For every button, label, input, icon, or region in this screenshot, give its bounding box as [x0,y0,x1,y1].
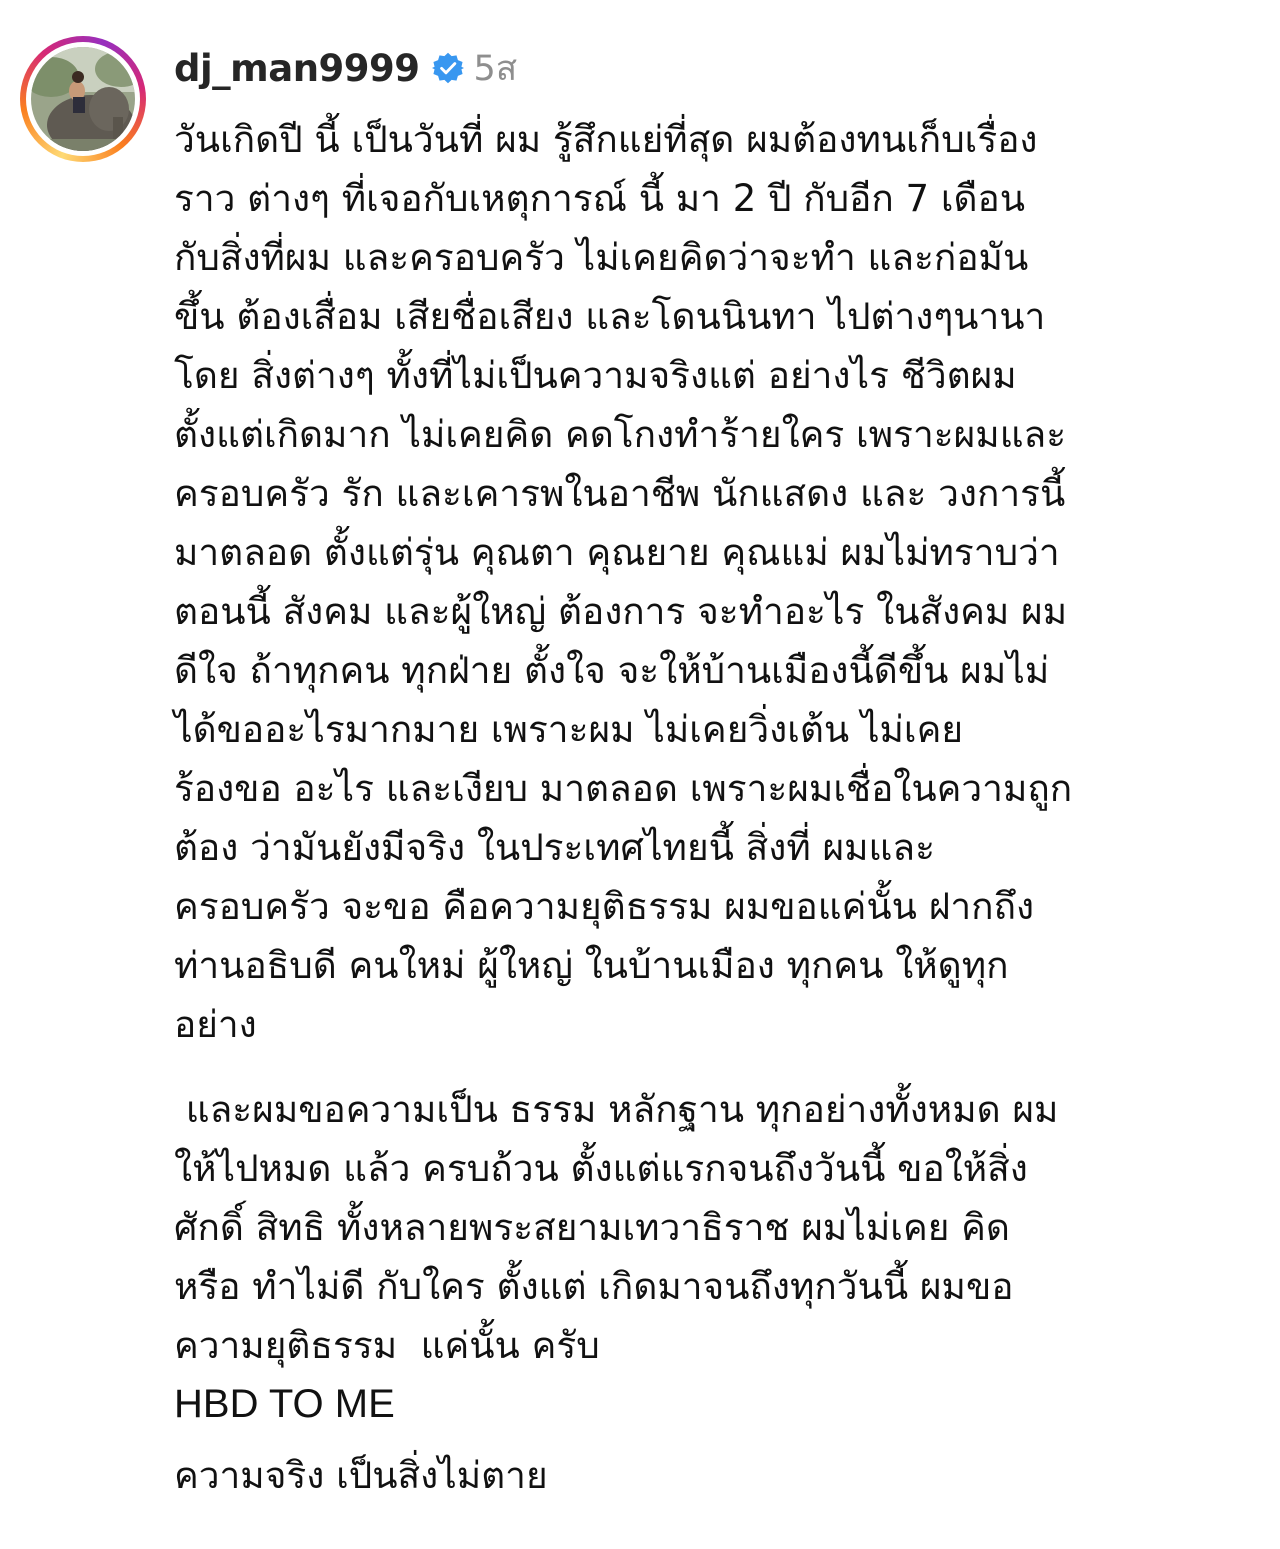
username[interactable]: dj_man9999 [174,46,420,90]
caption-line: ครอบครัว จะขอ คือความยุติธรรม ผมขอแค่นั้น ฝากถึง [174,885,1035,928]
caption-line: ท่านอธิบดี คนใหม่ ผู้ใหญ่ ในบ้านเมือง ทุกคน ให้ดูทุก [174,944,1009,987]
caption-line: ได้ขออะไรมากมาย เพราะผม ไม่เคยวิ่งเต้น ไม่เคย [174,708,964,751]
caption-line: ให้ไปหมด แล้ว ครบถ้วน ตั้งแต่แรกจนถึงวันนี้ ขอให้สิ่ง [174,1147,1028,1190]
caption-paragraph-1 [174,110,1250,1054]
caption-line: หรือ ทำไม่ดี กับใคร ตั้งแต่ เกิดมาจนถึงทุกวันนี้ ผมขอ [174,1265,1014,1308]
caption-line: และผมขอความเป็น ธรรม หลักฐาน ทุกอย่างทั้งหมด ผม [174,1088,1059,1131]
caption-line: ศักดิ์ สิทธิ ทั้งหลายพระสยามเทวาธิราช ผมไม่เคย คิด [174,1206,1010,1249]
caption-line: ตอนนี้ สังคม และผู้ใหญ่ ต้องการ จะทำอะไร ในสังคม ผม [174,590,1068,633]
caption-line: มาตลอด ตั้งแต่รุ่น คุณตา คุณยาย คุณแม่ ผมไม่ทราบว่า [174,531,1060,574]
closing-line: ความจริง เป็นสิ่งไม่ตาย [174,1454,548,1497]
profile-photo-icon [31,47,135,151]
caption-line: ตั้งแต่เกิดมาก ไม่เคยคิด คดโกงทำร้ายใคร เพราะผมและ [174,413,1067,456]
caption-line: กับสิ่งที่ผม และครอบครัว ไม่เคยคิดว่าจะทำ และก่อมัน [174,236,1029,279]
caption-line: ราว ต่างๆ ที่เจอกับเหตุการณ์ นี้ มา 2 ปี กับอีก 7 เดือน [174,177,1026,220]
post-time[interactable]: 5ส [473,48,518,89]
caption-line: ต้อง ว่ามันยังมีจริง ในประเทศไทยนี้ สิ่งที่ ผมและ [174,826,935,869]
verified-badge-icon [432,52,464,84]
caption-line: ขึ้น ต้องเสื่อม เสียชื่อเสียง และโดนนินทา ไปต่างๆนานา [174,295,1046,338]
caption-line: ความยุติธรรม แค่นั้น ครับ [174,1324,600,1367]
post-header [174,40,517,96]
story-ring[interactable] [20,36,146,162]
hbd-line: HBD TO ME [174,1382,395,1426]
caption-line: ครอบครัว รัก และเคารพในอาชีพ นักแสดง และ วงการนี้ [174,472,1066,515]
post-caption [174,110,1250,1505]
avatar[interactable] [31,47,135,151]
caption-line: โดย สิ่งต่างๆ ทั้งที่ไม่เป็นความจริงแต่ อย่างไร ชีวิตผม [174,354,1017,397]
caption-line: ร้องขอ อะไร และเงียบ มาตลอด เพราะผมเชื่อในความถูก [174,767,1073,810]
caption-paragraph-2 [174,1080,1250,1375]
caption-line: ดีใจ ถ้าทุกคน ทุกฝ่าย ตั้งใจ จะให้บ้านเมืองนี้ดีขึ้น ผมไม่ [174,649,1050,692]
caption-line: วันเกิดปี นี้ เป็นวันที่ ผม รู้สึกแย่ที่สุด ผมต้องทนเก็บเรื่อง [174,118,1038,161]
caption-line: อย่าง [174,1003,257,1046]
